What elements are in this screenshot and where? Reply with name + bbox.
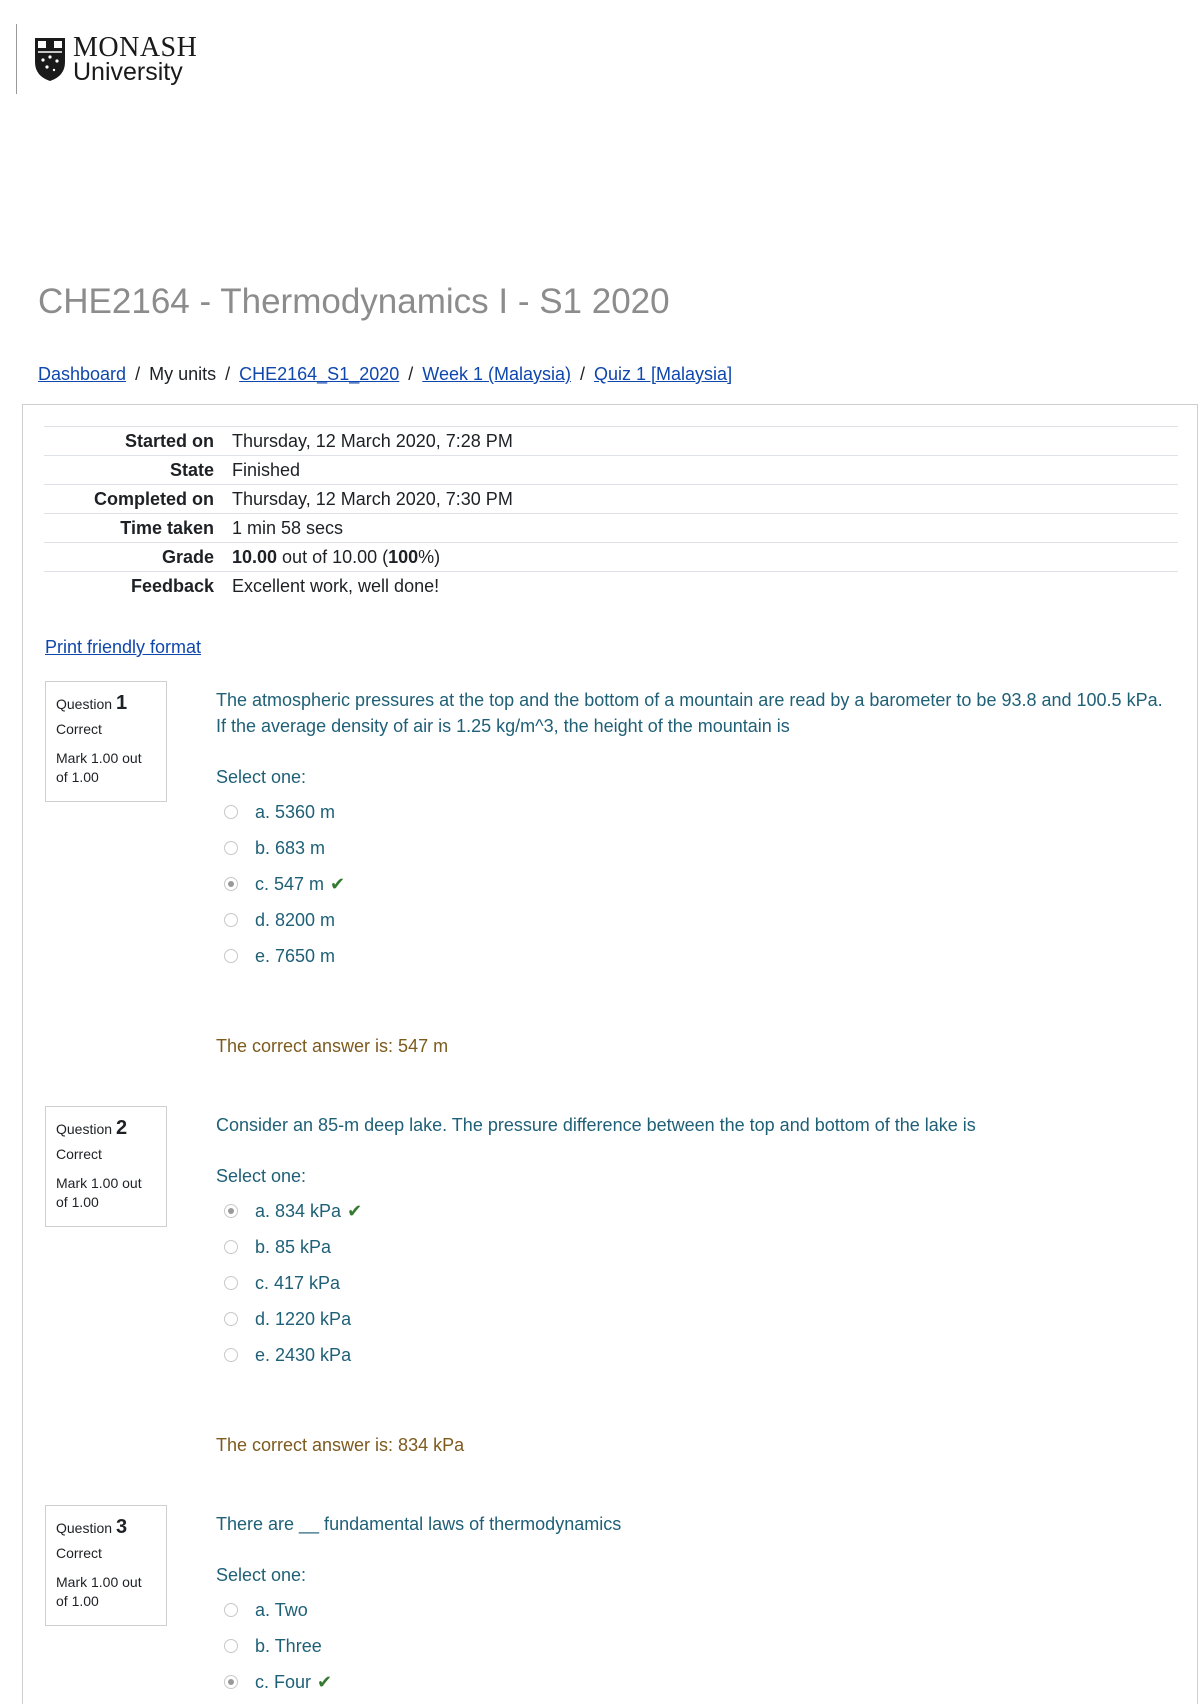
question-number [56, 1516, 156, 1539]
monash-logo[interactable] [16, 24, 197, 94]
answer-option-selected[interactable] [216, 866, 1166, 902]
question-label: Question [56, 696, 113, 712]
monash-wordmark [73, 31, 198, 86]
correct-answer-feedback: The correct answer is: 834 kPa [216, 1435, 465, 1456]
question-info-box [45, 1505, 167, 1626]
question-info-box [45, 681, 167, 802]
question-label: Question [56, 1121, 113, 1137]
question-mark: Mark 1.00 out of 1.00 [56, 1175, 142, 1210]
answer-label: c. Four [255, 1671, 312, 1692]
select-one-prompt: Select one: [216, 1565, 307, 1586]
answer-option[interactable] [216, 938, 1166, 974]
breadcrumb [38, 364, 732, 385]
answer-label: d. 8200 m [255, 909, 336, 930]
question-label: Question [56, 1520, 113, 1536]
summary-label: Started on [124, 430, 214, 451]
correct-answer-feedback: The correct answer is: 547 m [216, 1036, 449, 1057]
answer-label: d. 1220 kPa [255, 1308, 352, 1329]
answer-option-selected[interactable] [216, 1664, 1166, 1700]
question-number-value: 1 [115, 692, 128, 714]
question-number [56, 1117, 156, 1140]
answer-option[interactable] [216, 830, 1166, 866]
quiz-review-panel [22, 404, 1198, 1704]
answer-option[interactable] [216, 1229, 1166, 1265]
question-text: The atmospheric pressures at the top and the bottom of a mountain are read by a barometer to be 93.8 and 100.5 kPa. If the average density of air is 1.25 kg/m^3, the height of the mountain is [216, 690, 1163, 737]
summary-label: Time taken [120, 517, 214, 538]
summary-row-state [44, 456, 1178, 485]
summary-row-feedback [44, 572, 1178, 601]
answer-option[interactable] [216, 1592, 1166, 1628]
question-state: Correct [56, 1146, 102, 1162]
answer-option[interactable] [216, 794, 1166, 830]
radio-icon[interactable] [224, 949, 238, 963]
question-number-value: 3 [115, 1516, 128, 1538]
breadcrumb-separator: / [408, 364, 414, 384]
question-content [216, 1112, 1166, 1456]
breadcrumb-my-units: My units [149, 364, 217, 384]
radio-icon[interactable] [224, 1603, 238, 1617]
breadcrumb-week[interactable]: Week 1 (Malaysia) [422, 364, 571, 384]
summary-label: State [169, 459, 214, 480]
question-number-value: 2 [115, 1117, 128, 1139]
breadcrumb-separator: / [225, 364, 231, 384]
page-title: CHE2164 - Thermodynamics I - S1 2020 [38, 282, 670, 321]
answer-option[interactable] [216, 1265, 1166, 1301]
question-number [56, 692, 156, 715]
answer-option[interactable] [216, 1301, 1166, 1337]
answer-label: c. 417 kPa [255, 1272, 341, 1293]
summary-row-completed [44, 485, 1178, 514]
summary-label: Feedback [130, 575, 214, 596]
answer-option[interactable] [216, 902, 1166, 938]
attempt-summary-table [44, 426, 1178, 601]
question-content [216, 1511, 1166, 1700]
breadcrumb-quiz[interactable]: Quiz 1 [Malaysia] [594, 364, 733, 384]
radio-checked-icon[interactable] [224, 877, 238, 891]
breadcrumb-course[interactable]: CHE2164_S1_2020 [239, 364, 400, 384]
grade-out-of: out of 10.00 ( [277, 546, 389, 567]
answer-list [216, 1193, 1166, 1373]
breadcrumb-separator: / [135, 364, 141, 384]
print-friendly-link[interactable]: Print friendly format [45, 637, 202, 657]
question-mark: Mark 1.00 out of 1.00 [56, 750, 142, 785]
breadcrumb-dashboard[interactable]: Dashboard [38, 364, 127, 384]
grade-suffix: %) [418, 546, 441, 567]
breadcrumb-separator: / [580, 364, 586, 384]
answer-label: e. 7650 m [255, 945, 336, 966]
radio-icon[interactable] [224, 805, 238, 819]
answer-label: a. 5360 m [255, 801, 336, 822]
question-state: Correct [56, 721, 102, 737]
grade-score: 10.00 [232, 546, 278, 567]
radio-icon[interactable] [224, 1348, 238, 1362]
answer-option[interactable] [216, 1337, 1166, 1373]
summary-row-time [44, 514, 1178, 543]
radio-checked-icon[interactable] [224, 1675, 238, 1689]
radio-icon[interactable] [224, 841, 238, 855]
radio-icon[interactable] [224, 1312, 238, 1326]
grade-percent: 100 [388, 546, 419, 567]
answer-label: b. 683 m [255, 837, 326, 858]
logo-line-university: University [73, 57, 183, 86]
summary-value: Thursday, 12 March 2020, 7:30 PM [232, 488, 513, 509]
logo-line-monash: MONASH [73, 31, 198, 63]
summary-row-started [44, 427, 1178, 456]
summary-value: Finished [232, 459, 301, 480]
select-one-prompt: Select one: [216, 1166, 307, 1187]
check-icon: ✔ [317, 1671, 333, 1692]
summary-value [232, 543, 1178, 572]
question-info-box [45, 1106, 167, 1227]
monash-crest-icon [33, 36, 67, 82]
check-icon: ✔ [330, 873, 346, 894]
question-state: Correct [56, 1545, 102, 1561]
question-content [216, 687, 1166, 1057]
answer-label: c. 547 m [255, 873, 325, 894]
answer-label: e. 2430 kPa [255, 1344, 352, 1365]
radio-checked-icon[interactable] [224, 1204, 238, 1218]
summary-value: Excellent work, well done! [232, 575, 440, 596]
answer-option-selected[interactable] [216, 1193, 1166, 1229]
answer-label: a. Two [255, 1599, 308, 1620]
summary-value: Thursday, 12 March 2020, 7:28 PM [232, 430, 513, 451]
check-icon: ✔ [347, 1200, 363, 1221]
answer-option[interactable] [216, 1628, 1166, 1664]
question-text: Consider an 85-m deep lake. The pressure difference between the top and bottom of the lake is [216, 1115, 976, 1135]
radio-icon[interactable] [224, 1639, 238, 1653]
answer-label: a. 834 kPa [255, 1200, 342, 1221]
summary-label: Completed on [94, 488, 214, 509]
radio-icon[interactable] [224, 913, 238, 927]
radio-icon[interactable] [224, 1276, 238, 1290]
answer-label: b. 85 kPa [255, 1236, 332, 1257]
radio-icon[interactable] [224, 1240, 238, 1254]
select-one-prompt: Select one: [216, 767, 307, 788]
summary-label: Grade [161, 546, 214, 567]
question-mark: Mark 1.00 out of 1.00 [56, 1574, 142, 1609]
summary-value: 1 min 58 secs [232, 517, 344, 538]
summary-row-grade [44, 543, 1178, 572]
question-text: There are __ fundamental laws of thermodynamics [216, 1514, 622, 1534]
answer-list [216, 794, 1166, 974]
answer-label: b. Three [255, 1635, 322, 1656]
answer-list [216, 1592, 1166, 1700]
